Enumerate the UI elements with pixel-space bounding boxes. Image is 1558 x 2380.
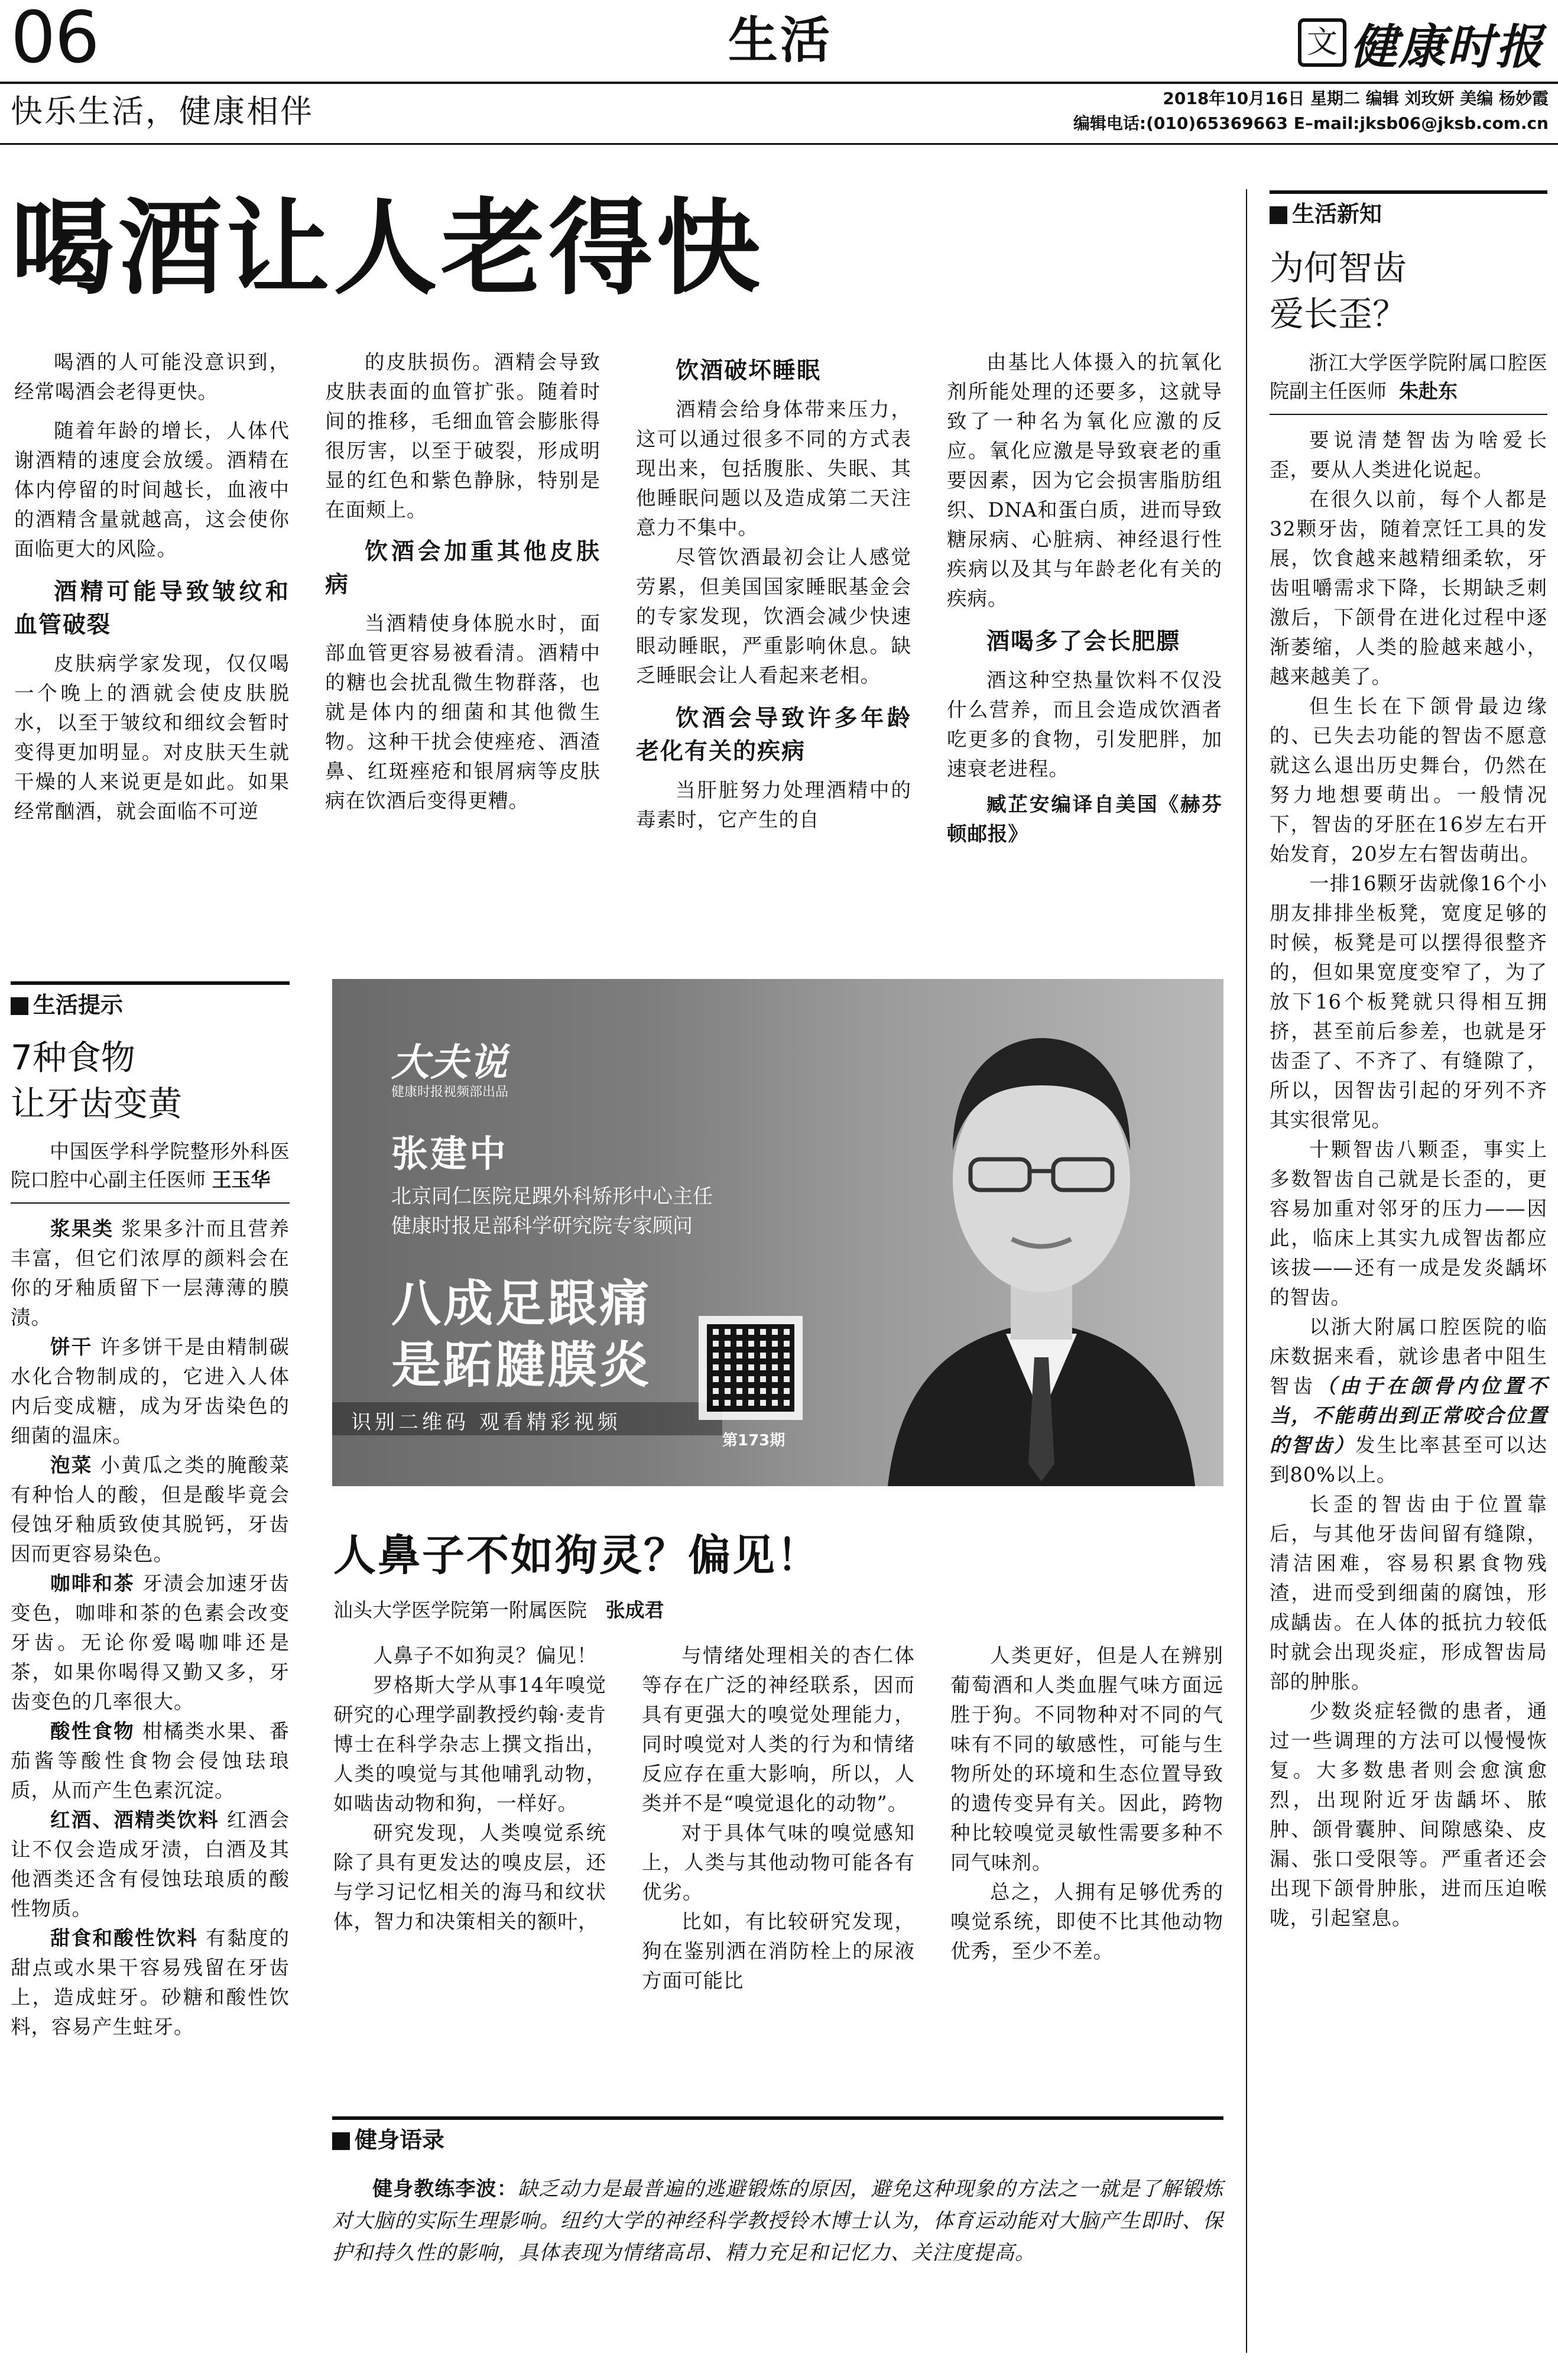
tip-text: 红酒会让不仅会造成牙渍，白酒及其他酒类还含有侵蚀珐琅质的酸性物质。 [11,1808,290,1920]
author-name: 王玉华 [212,1168,271,1191]
tip-item [11,1332,290,1451]
doctor-title-1: 北京同仁医院足踝外科矫形中心主任 [391,1185,713,1208]
main-col-2 [325,348,601,816]
tip-food-name: 甜食和酸性饮料 [50,1927,199,1950]
paragraph: 研究发现，人类嗅觉系统除了具有更发达的嗅皮层，还与学习记忆相关的海马和纹状体，智力和决策相关的额叶， [333,1821,606,1933]
tip-food-name: 红酒、酒精类饮料 [50,1808,220,1831]
paragraph: 对于具体气味的嗅觉感知上，人类与其他动物可能各有优劣。 [642,1821,915,1904]
main-headline: 喝酒让人老得快 [11,187,764,309]
tips-title-line1: 7种食物 [11,1037,135,1078]
issue-number: 第173期 [722,1432,786,1450]
wisdom-body [1270,426,1547,1933]
paragraph: 当肝脏努力处理酒精中的毒素时，它产生的自 [636,779,911,831]
paper-logo [1298,13,1552,72]
paragraph: 罗格斯大学从事14年嗅觉研究的心理学副教授约翰·麦肯博士在科学杂志上撰文指出，人类的嗅觉与其他哺乳动物，如啮齿动物和狗，一样好。 [333,1674,606,1815]
subheading: 饮酒会导致许多年龄老化有关的疾病 [636,705,911,765]
tip-food-name: 酸性食物 [50,1720,135,1743]
page-number: 06 [11,0,99,79]
tip-food-name: 浆果类 [50,1217,114,1240]
wisdom-byline: 浙江大学医学院附属口腔医院副主任医师 朱赴东 [1270,351,1547,403]
tip-text: 牙渍会加速牙齿变色，咖啡和茶的色素会改变牙齿。无论你爱喝咖啡还是茶，如果你喝得又勤又多，牙齿变色的几率很大。 [11,1572,290,1713]
paragraph: 的皮肤损伤。酒精会导致皮肤表面的血管扩张。随着时间的推移，毛细血管会膨胀得很厉害，以至于破裂，形成明显的红色和紫色静脉，特别是在面颊上。 [325,351,601,521]
paragraph: 一排16颗牙齿就像16个小朋友排排坐板凳，宽度足够的时候，板凳是可以摆得很整齐的，但如果宽度变窄了，为了放下16个板凳就只得相互拥挤，甚至前后参差，也就是牙齿歪了、不齐了、有缝隙了，所以，因智齿引起的牙列不齐其实很常见。 [1270,872,1547,1131]
cta-text: 识别二维码 观看精彩视频 [351,1411,621,1434]
paragraph: 尽管饮酒最初会让人感觉劳累，但美国国家睡眠基金会的专家发现，饮酒会减少快速眼动睡眠，严重影响休息。缺乏睡眠会让人看起来老相。 [636,546,911,687]
nose-headline: 人鼻子不如狗灵？偏见！ [333,1531,822,1580]
paragraph: 皮肤病学家发现，仅仅喝一个晚上的酒就会使皮肤脱水，以至于皱纹和细纹会暂时变得更加明显。对皮肤天生就干燥的人来说更是如此。如果经常酗酒，就会面临不可逆 [14,652,290,823]
main-col-1 [14,348,290,826]
tip-item [11,1569,290,1717]
quote-speaker: 健身教练李波： [372,2177,518,2201]
paper-name: 健康时报 [1350,18,1544,74]
masthead-rule-bottom [0,143,1558,145]
definition-note: （由于在颌骨内位置不当，不能萌出到正常咬合位置的智齿） [1270,1374,1548,1457]
tip-text: 小黄瓜之类的腌酸菜有种怡人的酸，但是酸毕竟会侵蚀牙釉质致使其脱钙，牙齿因而更容易染色。 [11,1454,290,1565]
tips-list [11,1214,290,2042]
tip-text: 浆果多汁而且营养丰富，但它们浓厚的颜料会在你的牙釉质留下一层薄薄的膜渍。 [11,1217,290,1329]
tip-item [11,1214,290,1332]
paragraph: 十颗智齿八颗歪，事实上多数智齿自己就是长歪的，更容易加重对邻牙的压力——因此，临床上其实九成智齿都应该拔——还有一成是发炎龋坏的智齿。 [1270,1138,1547,1309]
tip-item [11,1717,290,1805]
paragraph: 与情绪处理相关的杏仁体等存在广泛的神经联系，因而具有更强大的嗅觉处理能力，同时嗅觉对人类的行为和情绪反应存在重大影响，所以，人类并不是“嗅觉退化的动物”。 [642,1644,915,1815]
paragraph: 人类更好，但是人在辨别葡萄酒和人类血腥气味方面远胜于狗。不同物种对不同的气味有不同的敏感性，可能与生物所处的环境和生态位置导致的遗传变异有关。因此，跨物种比较嗅觉灵敏性需要多种不同气味剂。 [950,1644,1223,1874]
tip-item [11,1924,290,2042]
wisdom-title-line1: 为何智齿 [1270,248,1407,288]
nose-byline: 汕头大学医学院第一附属医院 张成君 [333,1598,664,1622]
paragraph: 由基比人体摄入的抗氧化剂所能处理的还要多，这就导致了一种名为氧化应激的反应。氧化应激是导致衰老的重要因素，因为它会损害脂肪组织、DNA和蛋白质，进而导致糖尿病、心脏病、神经退行性疾病以及其与年龄老化有关的疾病。 [947,351,1222,610]
square-icon [11,997,28,1015]
byline-rule [1270,414,1547,415]
tips-section [11,981,290,2042]
main-col-3 [636,355,911,835]
paragraph: 人鼻子不如狗灵？偏见！ [373,1644,598,1667]
paragraph: 以浙大附属口腔医院的临床数据来看，就诊患者中阻生智齿（由于在颌骨内位置不当，不能萌出到正常咬合位置的智齿）发生比率甚至可以达到80%以上。 [1270,1315,1548,1486]
contact-line: 编辑电话:(010)65369663 E–mail:jksb06@jksb.com.cn [1073,114,1549,133]
tip-food-name: 泡菜 [50,1454,93,1477]
nose-col-1 [333,1641,606,1937]
topic-line-2: 是跖腱膜炎 [391,1336,652,1394]
tip-food-name: 饼干 [50,1335,93,1358]
subheading: 饮酒破坏睡眠 [676,358,822,384]
tip-text: 柑橘类水果、番茄酱等酸性食物会侵蚀珐琅质，从而产生色素沉淀。 [11,1720,290,1802]
wisdom-title-line2: 爱长歪？ [1270,294,1407,334]
section-label: 生活新知 [1270,190,1547,231]
paragraph: 酒精会给身体带来压力，这可以通过很多不同的方式表现出来，包括腹胀、失眠、其他睡眠问题以及造成第二天注意力不集中。 [636,398,911,539]
nose-col-2 [642,1641,915,1996]
main-col-4 [947,348,1222,849]
paragraph: 长歪的智齿由于位置靠后，与其他牙齿间留有缝隙，清洁困难，容易积累食物残渣，进而受到细菌的腐蚀，形成龋齿。在人体的抵抗力较低时就会出现炎症，形成智齿局部的肿胀。 [1270,1493,1547,1693]
section-label: 生活提示 [11,981,290,1022]
column-divider [1246,189,1247,2353]
date-line: 2018年10月16日 星期二 编辑 刘玫妍 美编 杨妙霞 [1163,89,1549,108]
paragraph: 酒这种空热量饮料不仅没什么营养，而且会造成饮酒者吃更多的食物，引发肥胖，加速衰老进程。 [947,669,1222,780]
doctor-title-2: 健康时报足部科学研究院专家顾问 [391,1214,693,1238]
paragraph: 少数炎症轻微的患者，通过一些调理的方法可以慢慢恢复。大多数患者则会愈演愈烈，出现附近牙齿龋坏、脓肿、颌骨囊肿、间隙感染、皮漏、张口受限等。严重者还会出现下颌骨肿胀，进而压迫喉咙，引起窒息。 [1270,1700,1547,1930]
tip-item [11,1451,290,1569]
logo-mark-icon: 文 [1298,18,1346,67]
masthead-rule [0,82,1558,84]
subheading: 酒喝多了会长肥膘 [986,628,1181,655]
doctor-name: 张建中 [391,1132,509,1175]
tips-byline: 中国医学科学院整形外科医院口腔中心副主任医师 王玉华 [11,1140,290,1191]
tip-food-name: 咖啡和茶 [50,1572,135,1595]
wisdom-section [1270,190,1547,1933]
tip-text: 许多饼干是由精制碳水化合物制成的，它进入人体内后变成糖，成为牙齿染色的细菌的温床。 [11,1335,290,1447]
fitness-quote: 健身教练李波：缺乏动力是最普遍的逃避锻炼的原因，避免这种现象的方法之一就是了解锻炼对大脑的实际生理影响。纽约大学的神经科学教授铃木博士认为，体育运动能对大脑产生即时、保护和持久性的影响，具体表现为情绪高昂、精力充足和记忆力、关注度提高。 [332,2177,1223,2265]
brand-logo: 大夫说 [391,1041,508,1085]
paragraph: 总之，人拥有足够优秀的嗅觉系统，即使不比其他动物优秀，至少不差。 [950,1880,1223,1963]
square-icon [1270,206,1287,224]
paragraph: 但生长在下颌骨最边缘的、已失去功能的智齿不愿意就这么退出历史舞台，仍然在努力地想要萌出。一般情况下，智齿的牙胚在16岁左右开始发育，20岁左右智齿萌出。 [1270,695,1547,865]
topic-line-1: 八成足跟痛 [391,1275,652,1332]
subheading: 饮酒会加重其他皮肤病 [325,539,601,598]
paragraph: 喝酒的人可能没意识到，经常喝酒会老得更快。 [14,351,290,403]
author-name: 张成君 [605,1598,664,1622]
tip-text: 有黏度的甜点或水果干容易残留在牙齿上，造成蛀牙。砂糖和酸性饮料，容易产生蛀牙。 [11,1927,290,2038]
subheading: 酒精可能导致皱纹和血管破裂 [14,579,290,638]
paragraph: 在很久以前，每个人都是32颗牙齿，随着烹饪工具的发展，饮食越来越精细柔软，牙齿咀嚼需求下降，长期缺乏刺激后，下颌骨在进化过程中逐渐萎缩，人类的脸越来越小，越来越美了。 [1270,488,1547,688]
article-credit: 臧芷安编译自美国《赫芬顿邮报》 [947,793,1222,845]
author-name: 朱赴东 [1398,380,1458,403]
brand-sub: 健康时报视频部出品 [391,1085,509,1100]
paragraph: 比如，有比较研究发现，狗在鉴别洒在消防栓上的尿液方面可能比 [642,1910,915,1992]
video-banner[interactable] [332,979,1223,1486]
slogan: 快乐生活，健康相伴 [11,93,314,130]
square-icon [332,2132,350,2150]
paragraph: 当酒精使身体脱水时，面部血管更容易被看清。酒精中的糖也会扰乱微生物群落，也就是体内的细菌和其他微生物。这种干扰会使痤疮、酒渣鼻、红斑痤疮和银屑病等皮肤病在饮酒后变得更糟。 [325,612,601,812]
section-label: 健身语录 [332,2116,1223,2157]
qr-code-icon[interactable] [699,1316,803,1420]
nose-col-3 [950,1641,1223,1966]
tips-title-line2: 让牙齿变黄 [11,1084,183,1124]
byline-rule [11,1202,290,1204]
paragraph: 要说清楚智齿为啥爱长歪，要从人类进化说起。 [1270,429,1547,481]
tip-item [11,1805,290,1924]
fitness-section [332,2116,1223,2269]
doctor-portrait [864,1003,1219,1486]
section-title: 生活 [728,11,833,69]
paragraph: 随着年龄的增长，人体代谢酒精的速度会放缓。酒精在体内停留的时间越长，血液中的酒精含量就越高，这会使你面临更大的风险。 [14,419,290,560]
